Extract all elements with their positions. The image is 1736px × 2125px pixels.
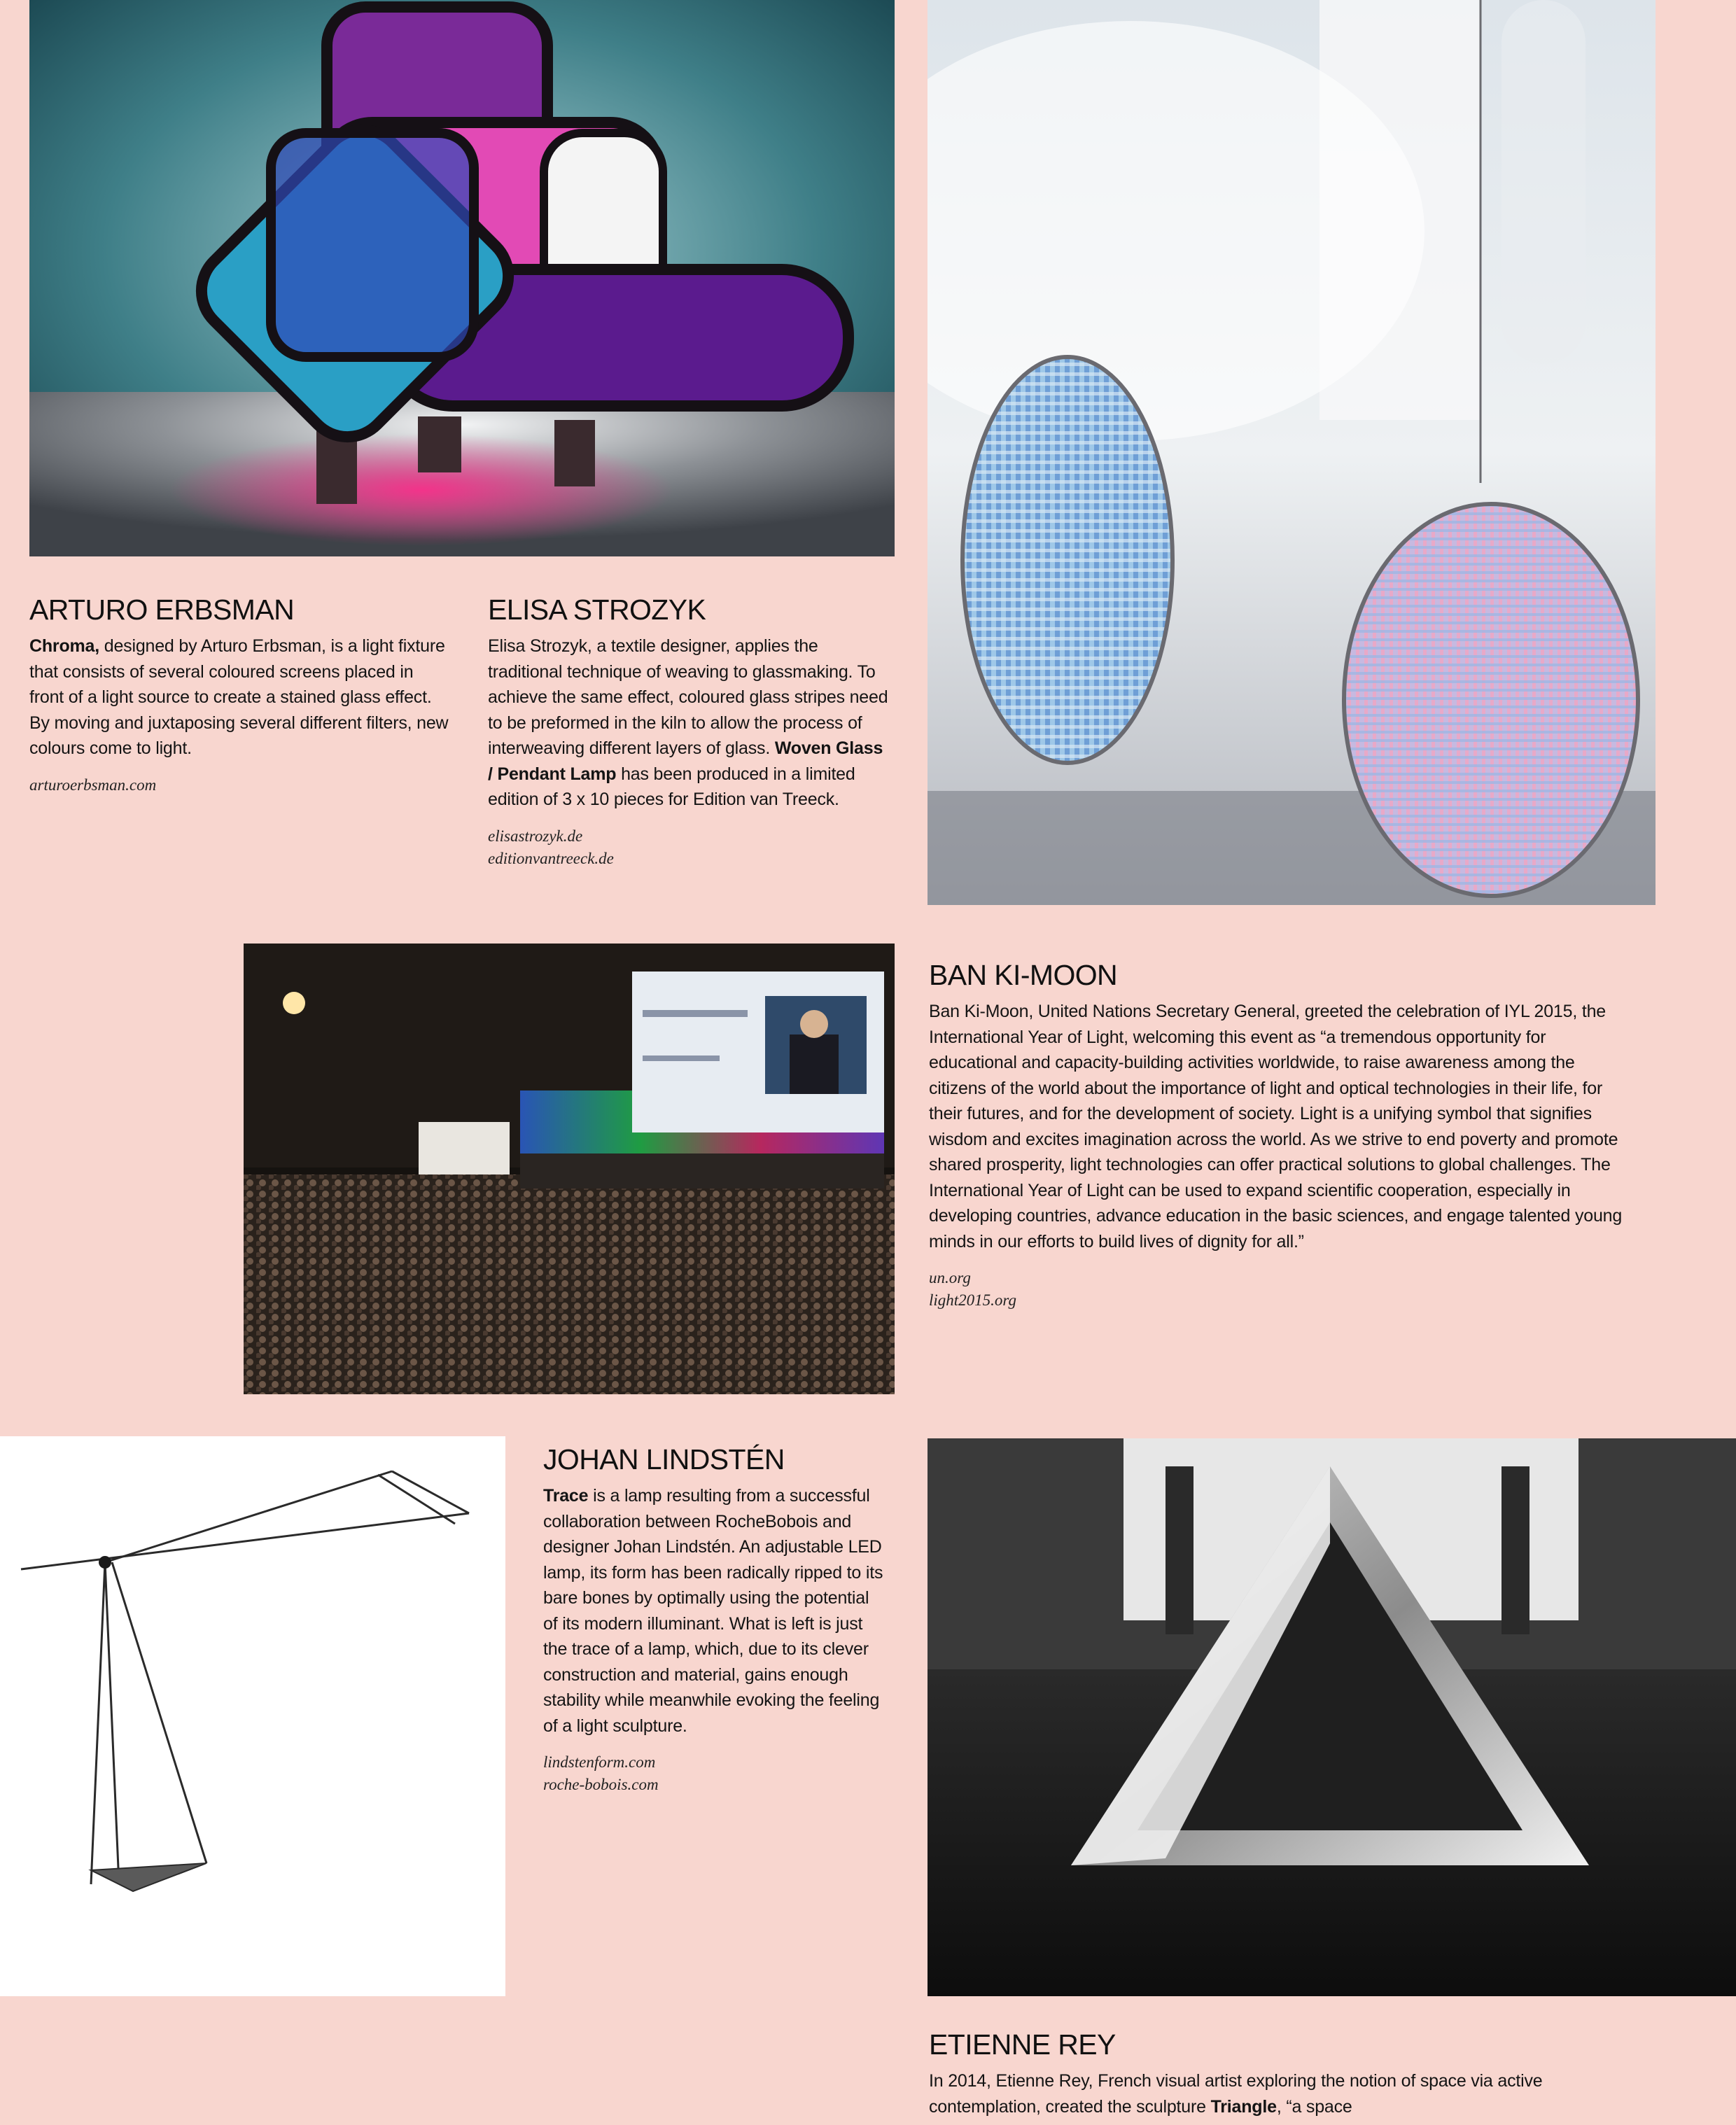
- etienne-body: In 2014, Etienne Rey, French visual artist exploring the notion of space via active contemplation, created the sculpture Triangle, “a space: [929, 2071, 1543, 2117]
- ban-ki-moon-article: [929, 959, 1629, 1312]
- elisa-body: Elisa Strozyk, a textile designer, applies the traditional technique of weaving to glassmaking. To achieve the same effect, coloured glass stripes need to be preformed in the kiln to allow the process of interweaving different layers of glass. Woven Glass / Pendant Lamp has been produced in a limited edition of 3 x 10 pieces for Edition van Treeck.: [488, 636, 888, 810]
- johan-article: [543, 1443, 883, 1796]
- arturo-link[interactable]: arturoerbsman.com: [29, 776, 157, 794]
- ban-body: Ban Ki-Moon, United Nations Secretary General, greeted the celebration of IYL 2015, the International Year of Light, welcoming this event as “a tremendous opportunity for educational and capacity-building activities worldwide, to raise awareness among the citizens of the world about the importance of light and optical technologies in their life, for their futures, and for the development of society. Light is a unifying symbol that signifies wisdom and excites imagination across the world. As we strive to end poverty and promote shared prosperity, light technologies can offer practical solutions to global challenges. The International Year of Light can be used to expand scientific cooperation, especially in developing countries, advance education in the basic sciences, and engage talented young minds in our efforts to build lives of dignity for all.”: [929, 1002, 1623, 1251]
- triangle-sculpture-image: [927, 1438, 1736, 1996]
- johan-body: Trace is a lamp resulting from a successful collaboration between RocheBobois and designer Johan Lindstén. An adjustable LED lamp, its form has been radically ripped to its bare bones by optimally using the potential of its modern illuminant. What is left is just the trace of a lamp, which, due to its clever construction and material, gains enough stability while meanwhile evoking the feeling of a light sculpture.: [543, 1486, 883, 1736]
- arturo-lead: Chroma,: [29, 636, 100, 657]
- elisa-link-1[interactable]: elisastrozyk.de: [488, 827, 583, 845]
- etienne-article: [929, 2028, 1629, 2119]
- johan-heading: JOHAN LINDSTÉN: [543, 1443, 785, 1475]
- elisa-heading: ELISA STROZYK: [488, 594, 706, 626]
- johan-link-1[interactable]: lindstenform.com: [543, 1753, 656, 1772]
- iyl-ceremony-image: [244, 944, 895, 1394]
- ban-link-2[interactable]: light2015.org: [929, 1291, 1017, 1310]
- chroma-lamp-image: [29, 0, 895, 556]
- johan-lead: Trace: [543, 1486, 589, 1506]
- elisa-lead: Woven Glass / Pendant Lamp: [488, 738, 883, 784]
- etienne-lead: Triangle: [1210, 2096, 1277, 2117]
- arturo-body: Chroma, designed by Arturo Erbsman, is a light fixture that consists of several coloured screens placed in front of a light source to create a stained glass effect. By moving and juxtaposing several different filters, new colours come to light.: [29, 636, 449, 759]
- arturo-article: [29, 594, 449, 797]
- trace-lamp-image: [0, 1436, 505, 1996]
- arturo-heading: ARTURO ERBSMAN: [29, 594, 295, 626]
- woven-glass-lamp-image: [927, 0, 1656, 905]
- elisa-link-2[interactable]: editionvantreeck.de: [488, 849, 614, 867]
- ban-heading: BAN KI-MOON: [929, 959, 1118, 991]
- etienne-heading: ETIENNE REY: [929, 2028, 1116, 2061]
- ban-link-1[interactable]: un.org: [929, 1269, 971, 1287]
- johan-link-2[interactable]: roche-bobois.com: [543, 1776, 659, 1794]
- elisa-article: [488, 594, 890, 870]
